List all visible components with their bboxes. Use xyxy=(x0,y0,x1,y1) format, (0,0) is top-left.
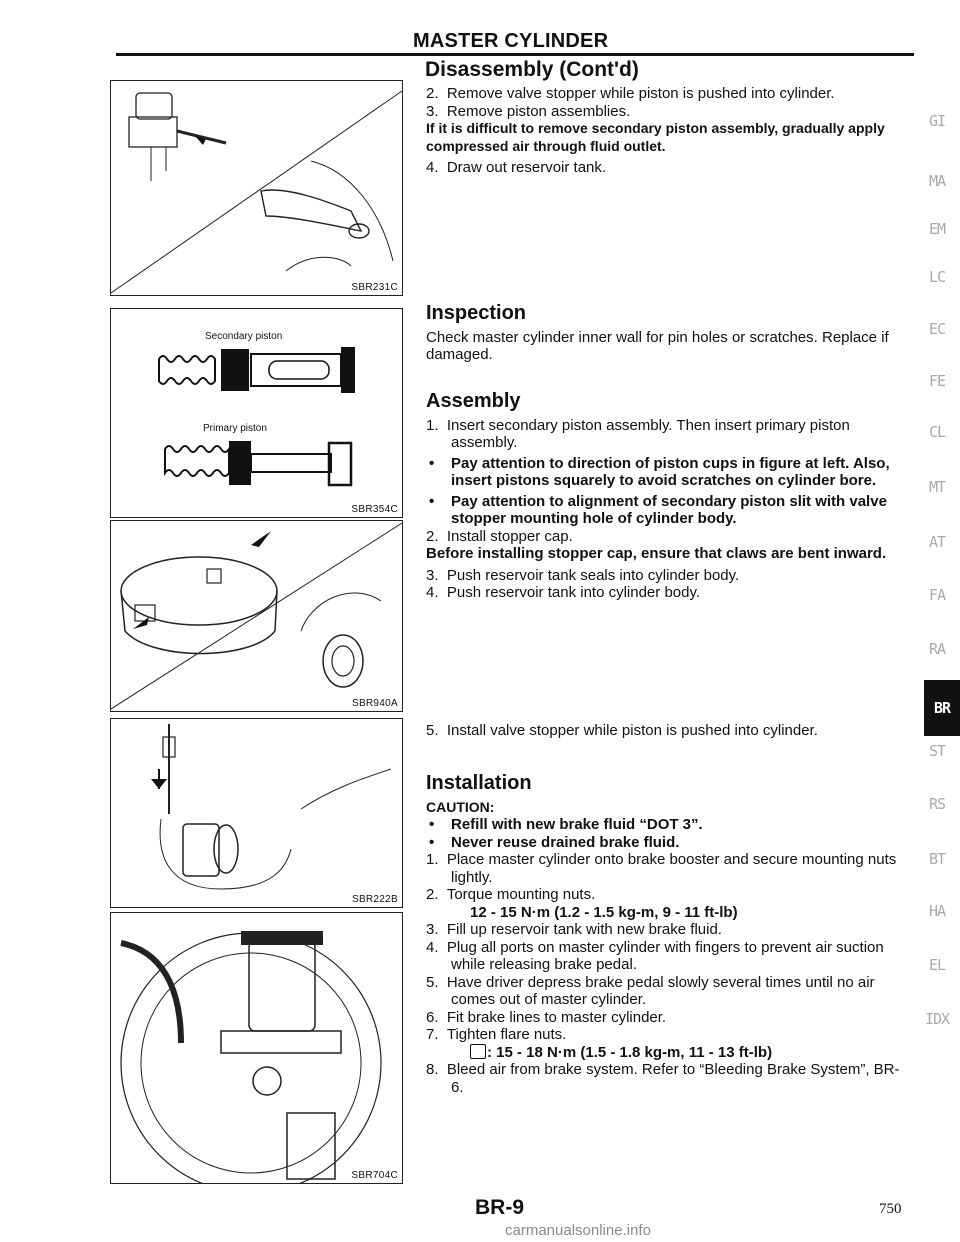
figure-code: SBR231C xyxy=(351,282,398,293)
assembly-step-2: 2. Install stopper cap. xyxy=(426,527,573,545)
section-tab-fa[interactable]: FA xyxy=(928,586,946,604)
inspection-title: Inspection xyxy=(426,302,527,324)
section-tab-at[interactable]: AT xyxy=(928,533,946,551)
disassembly-note: If it is difficult to remove secondary piston assembly, gradually apply compressed air through fluid outlet. xyxy=(426,120,885,154)
torque-wrench-icon xyxy=(470,1044,486,1059)
assembly-note: Before installing stopper cap, ensure that claws are bent inward. xyxy=(426,545,887,562)
assembly-title: Assembly xyxy=(426,390,521,412)
section-tab-ec[interactable]: EC xyxy=(928,320,946,338)
section-tab-ma[interactable]: MA xyxy=(928,172,946,190)
section-tab-cl[interactable]: CL xyxy=(928,423,946,441)
disassembly-step-2: 2. Remove valve stopper while piston is pushed into cylinder. xyxy=(426,85,835,102)
assembly-step-1: 1. Insert secondary piston assembly. Then insert primary piston assembly. xyxy=(426,416,850,451)
installation-torque-2-text: : 15 - 18 N·m (1.5 - 1.8 kg-m, 11 - 13 ft-lb) xyxy=(487,1043,773,1061)
installation-step-4: 4. Plug all ports on master cylinder with fingers to prevent air suction while releasing brake pedal. xyxy=(426,938,884,973)
installation-step-7: 7. Tighten flare nuts. xyxy=(426,1026,567,1043)
installation-title: Installation xyxy=(426,772,532,794)
figure-sbr222b-illustration xyxy=(111,719,402,907)
assembly-bullet-1: • Pay attention to direction of piston cups in figure at left. Also, insert pistons squarely to avoid scratches on cylinder bore. xyxy=(426,455,910,490)
page-header-title: MASTER CYLINDER xyxy=(413,30,609,52)
footer-page-number: 750 xyxy=(879,1201,902,1217)
figure-sbr704c xyxy=(110,912,403,1184)
installation-torque-2 xyxy=(426,1044,910,1062)
section-tab-idx[interactable]: IDX xyxy=(924,1010,950,1028)
figure-code: SBR940A xyxy=(351,698,398,709)
section-tab-gi[interactable]: GI xyxy=(928,112,946,130)
installation-bullet-1: • Refill with new brake fluid “DOT 3”. xyxy=(426,816,910,834)
section-tab-br-active[interactable]: BR xyxy=(924,680,960,736)
label-secondary-piston: Secondary piston xyxy=(205,331,283,342)
assembly-section xyxy=(426,390,910,602)
installation-step-6: 6. Fit brake lines to master cylinder. xyxy=(426,1008,667,1026)
figure-code: SBR704C xyxy=(351,1170,398,1181)
installation-section xyxy=(426,772,910,1096)
installation-caution: CAUTION: xyxy=(426,798,495,815)
section-tab-mt[interactable]: MT xyxy=(928,478,946,496)
assembly-bullet-2: • Pay attention to alignment of secondary piston slit with valve stopper mounting hole of cylinder body. xyxy=(426,493,910,528)
installation-step-3: 3. Fill up reservoir tank with new brake fluid. xyxy=(426,921,722,938)
section-tab-em[interactable]: EM xyxy=(928,220,946,238)
section-tab-ra[interactable]: RA xyxy=(928,640,946,658)
installation-step-8: 8. Bleed air from brake system. Refer to “Bleeding Brake System”, BR-6. xyxy=(426,1061,900,1096)
section-tab-fe[interactable]: FE xyxy=(928,372,946,390)
assembly-step-5: 5. Install valve stopper while piston is pushed into cylinder. xyxy=(426,722,818,739)
installation-step-1: 1. Place master cylinder onto brake booster and secure mounting nuts lightly. xyxy=(426,851,897,886)
installation-bullet-2: • Never reuse drained brake fluid. xyxy=(426,834,910,852)
footer-watermark[interactable]: carmanualsonline.info xyxy=(505,1222,651,1239)
figure-sbr940a xyxy=(110,520,403,712)
installation-step-5: 5. Have driver depress brake pedal slowly several times until no air comes out of master cylinder. xyxy=(426,973,875,1008)
figure-sbr231c xyxy=(110,80,403,296)
assembly-step-3: 3. Push reservoir tank seals into cylinder body. xyxy=(426,566,740,584)
label-primary-piston: Primary piston xyxy=(203,423,267,434)
section-tab-lc[interactable]: LC xyxy=(928,268,946,286)
inspection-text: Check master cylinder inner wall for pin holes or scratches. Replace if damaged. xyxy=(426,328,889,363)
assembly-step-5-block xyxy=(426,722,910,740)
figure-code: SBR354C xyxy=(351,504,398,515)
figure-sbr222b xyxy=(110,718,403,908)
header-rule xyxy=(116,53,914,56)
disassembly-step-3: 3. Remove piston assemblies. xyxy=(426,102,631,120)
section-tab-el[interactable]: EL xyxy=(928,956,946,974)
assembly-step-4: 4. Push reservoir tank into cylinder body. xyxy=(426,584,701,601)
section-tab-st[interactable]: ST xyxy=(928,742,946,760)
figure-sbr940a-illustration xyxy=(111,521,402,711)
footer-page-code: BR-9 xyxy=(475,1196,525,1219)
installation-torque-1: 12 - 15 N·m (1.2 - 1.5 kg-m, 9 - 11 ft-lb) xyxy=(470,903,738,921)
section-tab-ha[interactable]: HA xyxy=(928,902,946,920)
disassembly-step-4: 4. Draw out reservoir tank. xyxy=(426,159,607,176)
section-tab-rs[interactable]: RS xyxy=(928,795,946,813)
figure-sbr354c-illustration xyxy=(111,309,402,517)
inspection-section xyxy=(426,302,910,364)
figure-code: SBR222B xyxy=(351,894,398,905)
disassembly-text xyxy=(426,85,910,177)
figure-sbr704c-illustration xyxy=(111,913,402,1183)
figure-sbr231c-illustration xyxy=(111,81,402,295)
installation-step-2: 2. Torque mounting nuts. xyxy=(426,886,596,903)
section-subtitle: Disassembly (Cont'd) xyxy=(425,58,639,81)
figure-sbr354c xyxy=(110,308,403,518)
section-tab-bt[interactable]: BT xyxy=(928,850,946,868)
